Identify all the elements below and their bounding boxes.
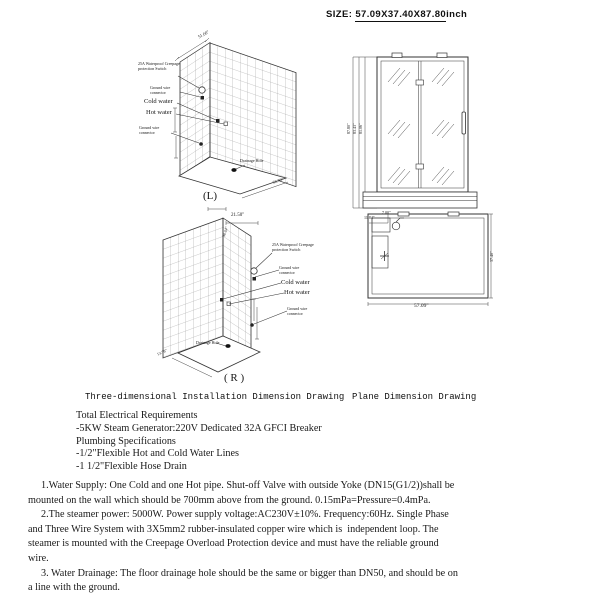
r-cold-water-marker xyxy=(220,298,224,302)
size-label: SIZE: xyxy=(326,9,353,20)
caption-plane: Plane Dimension Drawing xyxy=(352,392,477,402)
notes-block xyxy=(28,479,588,596)
note-water-drainage-line-1: 3. Water Drainage: The floor drainage hole should be the same or bigger than DN50, and should be on xyxy=(41,567,458,579)
plan-depth-dim: 37.40" xyxy=(489,251,494,262)
note-steamer-power-line-4: wire. xyxy=(28,552,49,564)
door-outer-frame xyxy=(377,57,468,192)
l-edge-dim: 52.76" xyxy=(272,176,284,185)
plan-width-dim: 57.09" xyxy=(414,303,429,309)
size-heading xyxy=(326,9,467,20)
r-cold-water-label: Cold water xyxy=(281,279,310,286)
front-height-dim-3: 81.06" xyxy=(358,123,363,134)
hinge-top xyxy=(416,80,424,85)
r-switch-circle xyxy=(251,268,257,274)
spec-hose-drain: -1 1/2"Flexible Hose Drain xyxy=(76,461,187,473)
plan-inset-dim-b: 7.00" xyxy=(382,210,391,215)
r-left-wall xyxy=(163,218,223,358)
spec-electrical-title: Total Electrical Requirements xyxy=(76,410,198,421)
spec-plumbing-title: Plumbing Specifications xyxy=(76,435,176,447)
r-drain-label: Drainage Hole xyxy=(196,340,220,345)
r-right-wall xyxy=(223,218,251,354)
base-tray xyxy=(363,192,477,208)
size-value: 57.09X37.40X87.80 xyxy=(355,9,447,20)
l-cold-water-label: Cold water xyxy=(144,98,173,105)
note-water-drainage-line-2: a line with the ground. xyxy=(28,582,120,594)
note-water-supply-line-2: mounted on the wall which should be 700mm above from the ground. 0.15mPa=Pressure=0.4mPa. xyxy=(28,494,431,506)
top-bracket-right xyxy=(437,53,447,58)
caption-three-dimensional: Three-dimensional Installation Dimension Drawing xyxy=(85,392,345,402)
plan-bracket-right xyxy=(448,212,459,216)
l-drain-dot xyxy=(231,168,236,172)
r-bottom-dim: 13.78" xyxy=(156,347,168,357)
size-unit: inch xyxy=(446,9,468,20)
note-steamer-power-line-1: 2.The steamer power: 5000W. Power supply voltage:AC230V±10%. Frequency:60Hz. Single Phase xyxy=(41,509,449,521)
r-caption: ( R ) xyxy=(224,372,245,384)
l-top-dim: 51.60" xyxy=(197,29,210,40)
l-ground-label-2: Ground wire connector xyxy=(139,125,160,135)
note-water-supply-line-1: 1.Water Supply: One Cold and one Hot pipe. Shut-off Valve with outside Yoke (DN15(G1/2))shall be xyxy=(41,480,455,491)
l-caption: (L) xyxy=(203,190,218,202)
l-switch-circle xyxy=(199,87,205,93)
l-switch-label: 25A Waterproof Creepage protection Switch xyxy=(138,61,180,71)
l-drain-label: Drainage Hole xyxy=(240,158,264,163)
plan-inset-dim-a: 11.84" xyxy=(364,215,375,220)
door-handle xyxy=(462,112,466,134)
r-top-dim: 21.50" xyxy=(231,213,245,218)
r-ground-connector-2-marker xyxy=(250,323,254,327)
l-hot-water-label: Hot water xyxy=(146,109,172,116)
r-hot-water-label: Hot water xyxy=(284,289,310,296)
r-drain-dot xyxy=(225,344,230,348)
r-diagram-drawing xyxy=(148,203,333,398)
r-switch-label: 25A Waterproof Creepage protection Switch xyxy=(272,242,314,252)
front-height-dim-2: 83.43" xyxy=(352,123,357,134)
r-ground-label-1: Ground wire connector xyxy=(279,265,300,275)
hinge-bottom xyxy=(416,164,424,169)
l-hot-water-marker xyxy=(224,122,228,126)
note-steamer-power-line-3: steamer is mounted with the Creepage Overload Protection device and must have the reliable ground xyxy=(28,538,439,550)
r-ground-label-2: Ground wire connector xyxy=(287,306,308,316)
spec-steam-generator: -5KW Steam Generator:220V Dedicated 32A GFCI Breaker xyxy=(76,422,322,434)
r-corner-dim: 30.04" xyxy=(221,225,230,238)
l-ground-connector-1-marker xyxy=(201,96,205,100)
l-left-wall xyxy=(180,43,210,176)
front-height-dim-1: 87.80" xyxy=(346,123,351,134)
l-ground-connector-2-marker xyxy=(199,142,203,146)
l-cold-water-marker xyxy=(216,119,220,123)
spec-block xyxy=(76,410,322,474)
note-steamer-power-line-2: and Three Wire System with 3X5mm2 rubber-insulated copper wire which is independent loop. The xyxy=(28,523,439,535)
l-side-dim-lines xyxy=(173,108,178,158)
plan-view-drawing xyxy=(360,210,500,310)
spec-water-lines: -1/2"Flexible Hot and Cold Water Lines xyxy=(76,448,240,460)
front-elevation-drawing xyxy=(350,40,490,215)
r-side-dim-lines xyxy=(252,299,259,339)
top-bracket-left xyxy=(392,53,402,58)
r-ground-connector-1-marker xyxy=(253,277,257,281)
plan-bracket-left xyxy=(398,212,409,216)
l-ground-label-1: Ground wire connector xyxy=(150,85,171,95)
